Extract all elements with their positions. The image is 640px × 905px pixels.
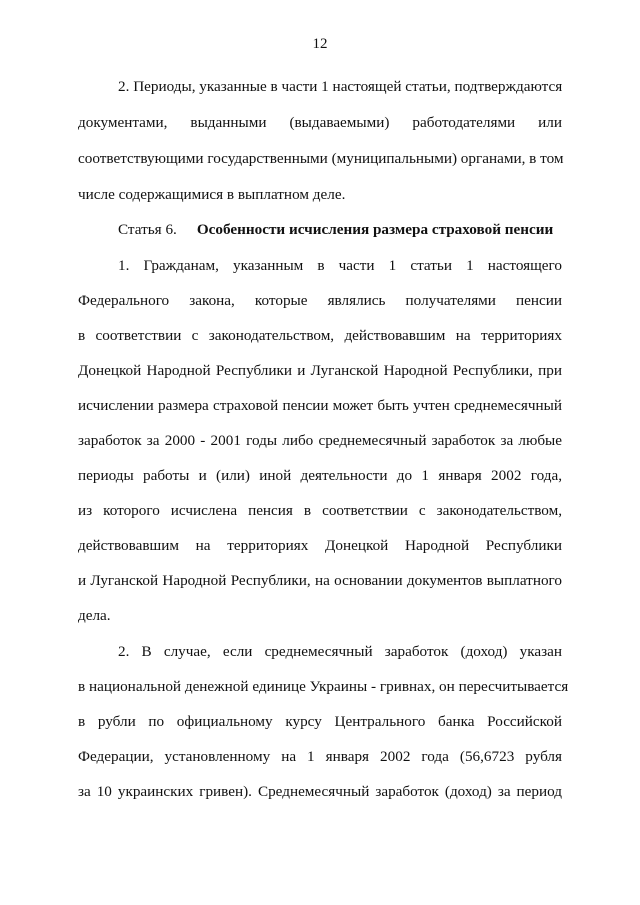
paragraph-6-1-line-5: исчислении размера страховой пенсии может быть учтен среднемесячный: [78, 397, 562, 414]
paragraph-6-1-line-8: из которого исчислена пенсия в соответствии с законодательством,: [78, 502, 562, 519]
paragraph-2-line-2: документами, выданными (выдаваемыми) работодателями или: [78, 114, 562, 131]
paragraph-6-1-line-10: и Луганской Народной Республики, на основании документов выплатного: [78, 572, 562, 589]
paragraph-2-line-1: 2. Периоды, указанные в части 1 настоящей статьи, подтверждаются: [118, 78, 563, 95]
paragraph-6-2-line-1: 2. В случае, если среднемесячный заработок (доход) указан: [118, 643, 562, 660]
paragraph-6-1-line-4: Донецкой Народной Республики и Луганской Народной Республики, при: [78, 362, 562, 379]
paragraph-6-1-line-3: в соответствии с законодательством, действовавшим на территориях: [78, 327, 562, 344]
paragraph-6-1-line-2: Федерального закона, которые являлись получателями пенсии: [78, 292, 562, 309]
paragraph-6-1-line-11: дела.: [78, 607, 111, 624]
article-label: Статья 6.: [118, 221, 177, 238]
paragraph-6-2-line-5: за 10 украинских гривен). Среднемесячный заработок (доход) за период: [78, 783, 562, 800]
article-heading: [118, 220, 562, 240]
paragraph-6-1-line-1: 1. Гражданам, указанным в части 1 статьи 1 настоящего: [118, 257, 562, 274]
page-number: 12: [312, 36, 328, 52]
paragraph-2-line-4: числе содержащимися в выплатном деле.: [78, 186, 346, 203]
paragraph-6-2-line-4: Федерации, установленному на 1 января 2002 года (56,6723 рубля: [78, 748, 562, 765]
paragraph-6-2-line-3: в рубли по официальному курсу Центрального банка Российской: [78, 713, 562, 730]
paragraph-6-1-line-6: заработок за 2000 - 2001 годы либо среднемесячный заработок за любые: [78, 432, 562, 449]
paragraph-6-1-line-9: действовавшим на территориях Донецкой Народной Республики: [78, 537, 562, 554]
paragraph-6-2-line-2: в национальной денежной единице Украины - гривнах, он пересчитывается: [78, 678, 569, 695]
article-title: Особенности исчисления размера страховой пенсии: [196, 221, 554, 238]
paragraph-2-line-3: соответствующими государственными (муниципальными) органами, в том: [78, 150, 564, 167]
paragraph-6-1-line-7: периоды работы и (или) иной деятельности до 1 января 2002 года,: [78, 467, 562, 484]
